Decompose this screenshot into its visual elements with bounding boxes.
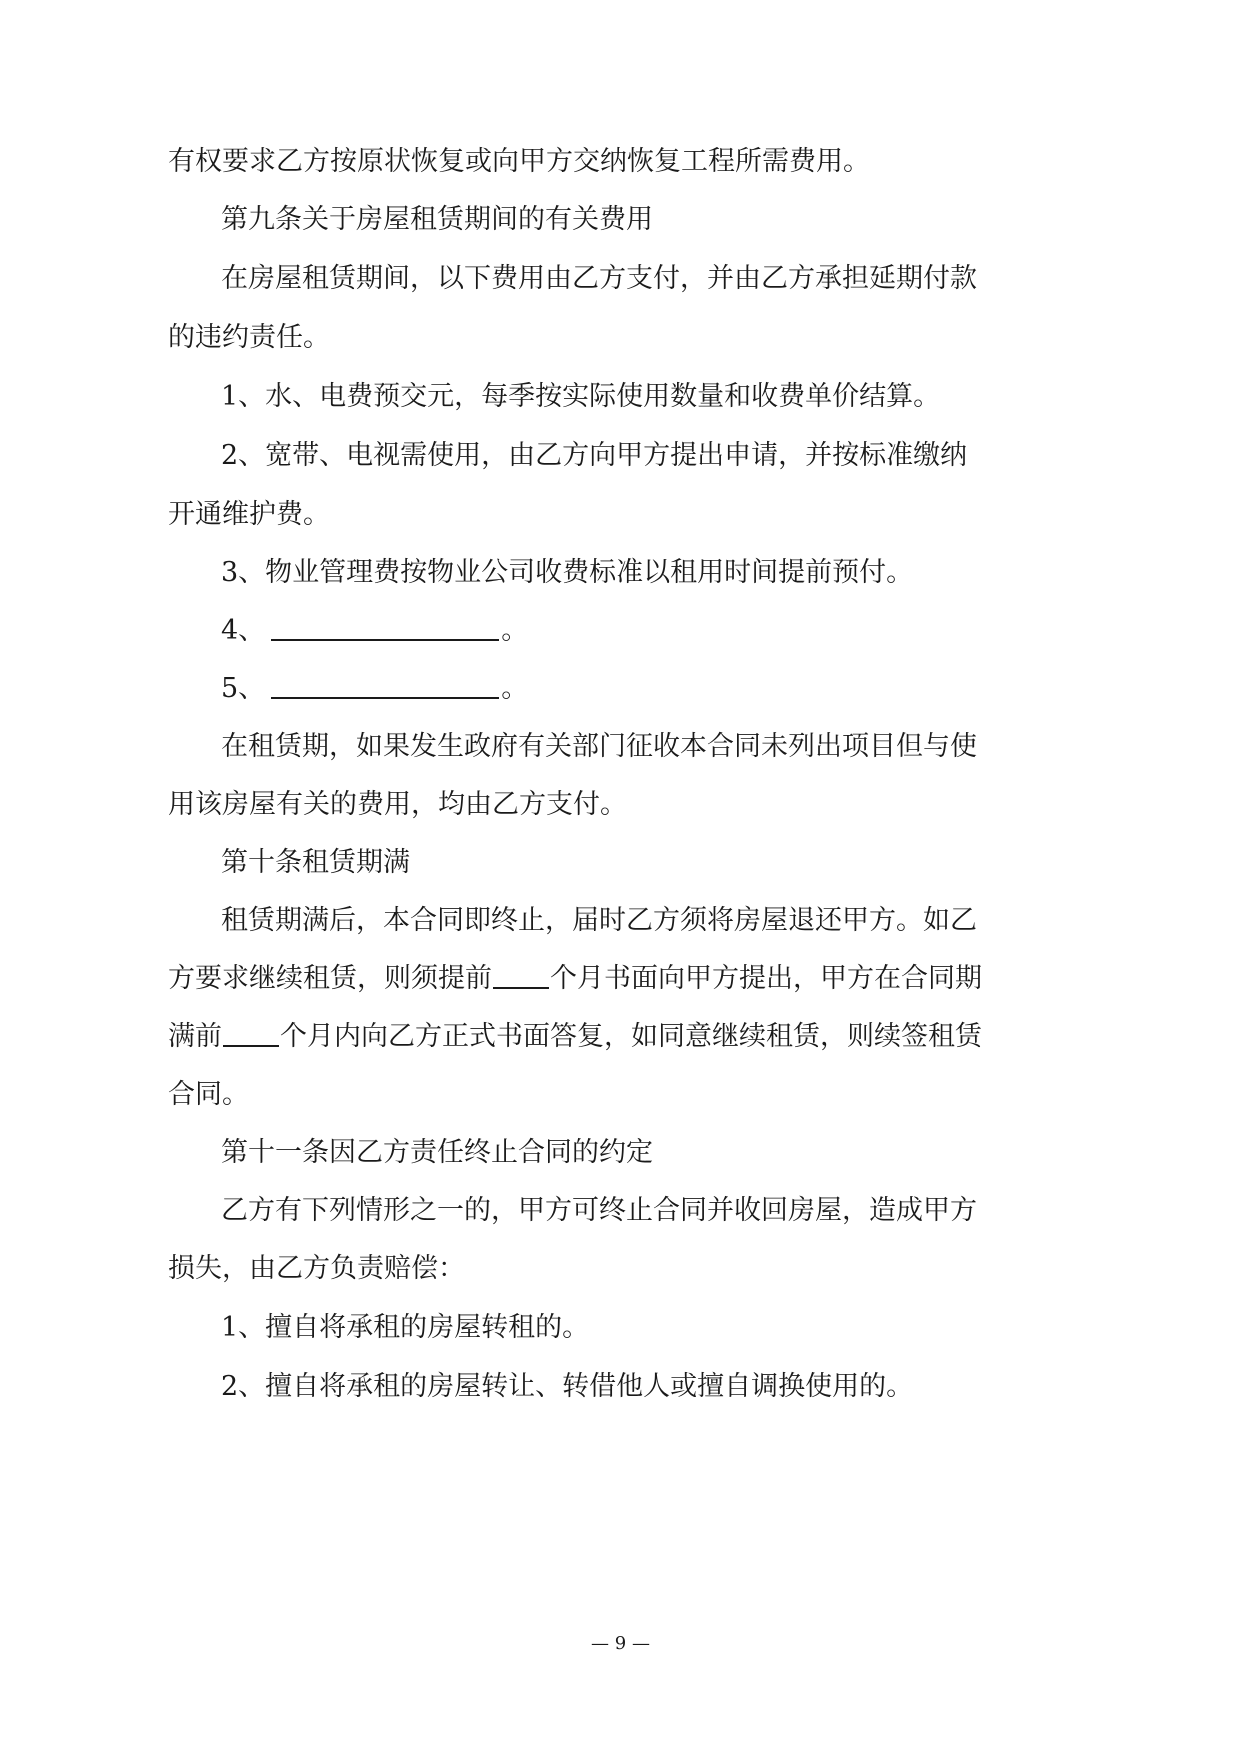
text-segment: 满前 [168,1021,222,1052]
paragraph-line: 乙方有下列情形之一的，甲方可终止合同并收回房屋，造成甲方 [221,1195,977,1226]
text-segment: 个月书面向甲方提出，甲方在合同期 [550,963,982,994]
paragraph-line: 在租赁期，如果发生政府有关部门征收本合同未列出项目但与使 [221,731,977,762]
item-prefix: 5、 [221,673,266,704]
fill-in-blank [223,1019,279,1047]
paragraph-line: 租赁期满后，本合同即终止，届时乙方须将房屋退还甲方。如乙 [221,905,977,936]
text-segment: 方要求继续租赁，则须提前 [168,963,492,994]
page-number: — 9 — [591,1633,650,1654]
paragraph-line: 合同。 [168,1079,249,1110]
paragraph-line: 有权要求乙方按原状恢复或向甲方交纳恢复工程所需费用。 [168,146,870,177]
article-heading: 第九条关于房屋租赁期间的有关费用 [221,204,653,235]
article-heading: 第十条租赁期满 [221,847,410,878]
paragraph-line: 在房屋租赁期间，以下费用由乙方支付，并由乙方承担延期付款 [221,263,977,294]
list-item: 2、宽带、电视需使用，由乙方向甲方提出申请，并按标准缴纳 [221,440,968,471]
list-item: 1、水、电费预交元，每季按实际使用数量和收费单价结算。 [221,381,941,412]
list-item: 2、擅自将承租的房屋转让、转借他人或擅自调换使用的。 [221,1371,914,1402]
paragraph-line: 用该房屋有关的费用，均由乙方支付。 [168,789,627,820]
fill-in-blank [493,961,549,989]
item-suffix: 。 [501,673,529,704]
paragraph-line: 的违约责任。 [168,322,330,353]
fill-in-blank [271,613,499,641]
list-item: 1、擅自将承租的房屋转租的。 [221,1312,590,1343]
article-heading: 第十一条因乙方责任终止合同的约定 [221,1137,653,1168]
paragraph-line [168,1017,982,1057]
paragraph-line [168,959,982,999]
paragraph-line: 开通维护费。 [168,499,330,530]
fill-in-blank [271,671,499,699]
list-item-blank [221,611,528,651]
item-suffix: 。 [501,615,529,646]
list-item: 3、物业管理费按物业公司收费标准以租用时间提前预付。 [221,557,914,588]
paragraph-line: 损失，由乙方负责赔偿： [168,1253,465,1284]
list-item-blank [221,669,528,709]
item-prefix: 4、 [221,615,266,646]
text-segment: 个月内向乙方正式书面答复，如同意继续租赁，则续签租赁 [280,1021,982,1052]
